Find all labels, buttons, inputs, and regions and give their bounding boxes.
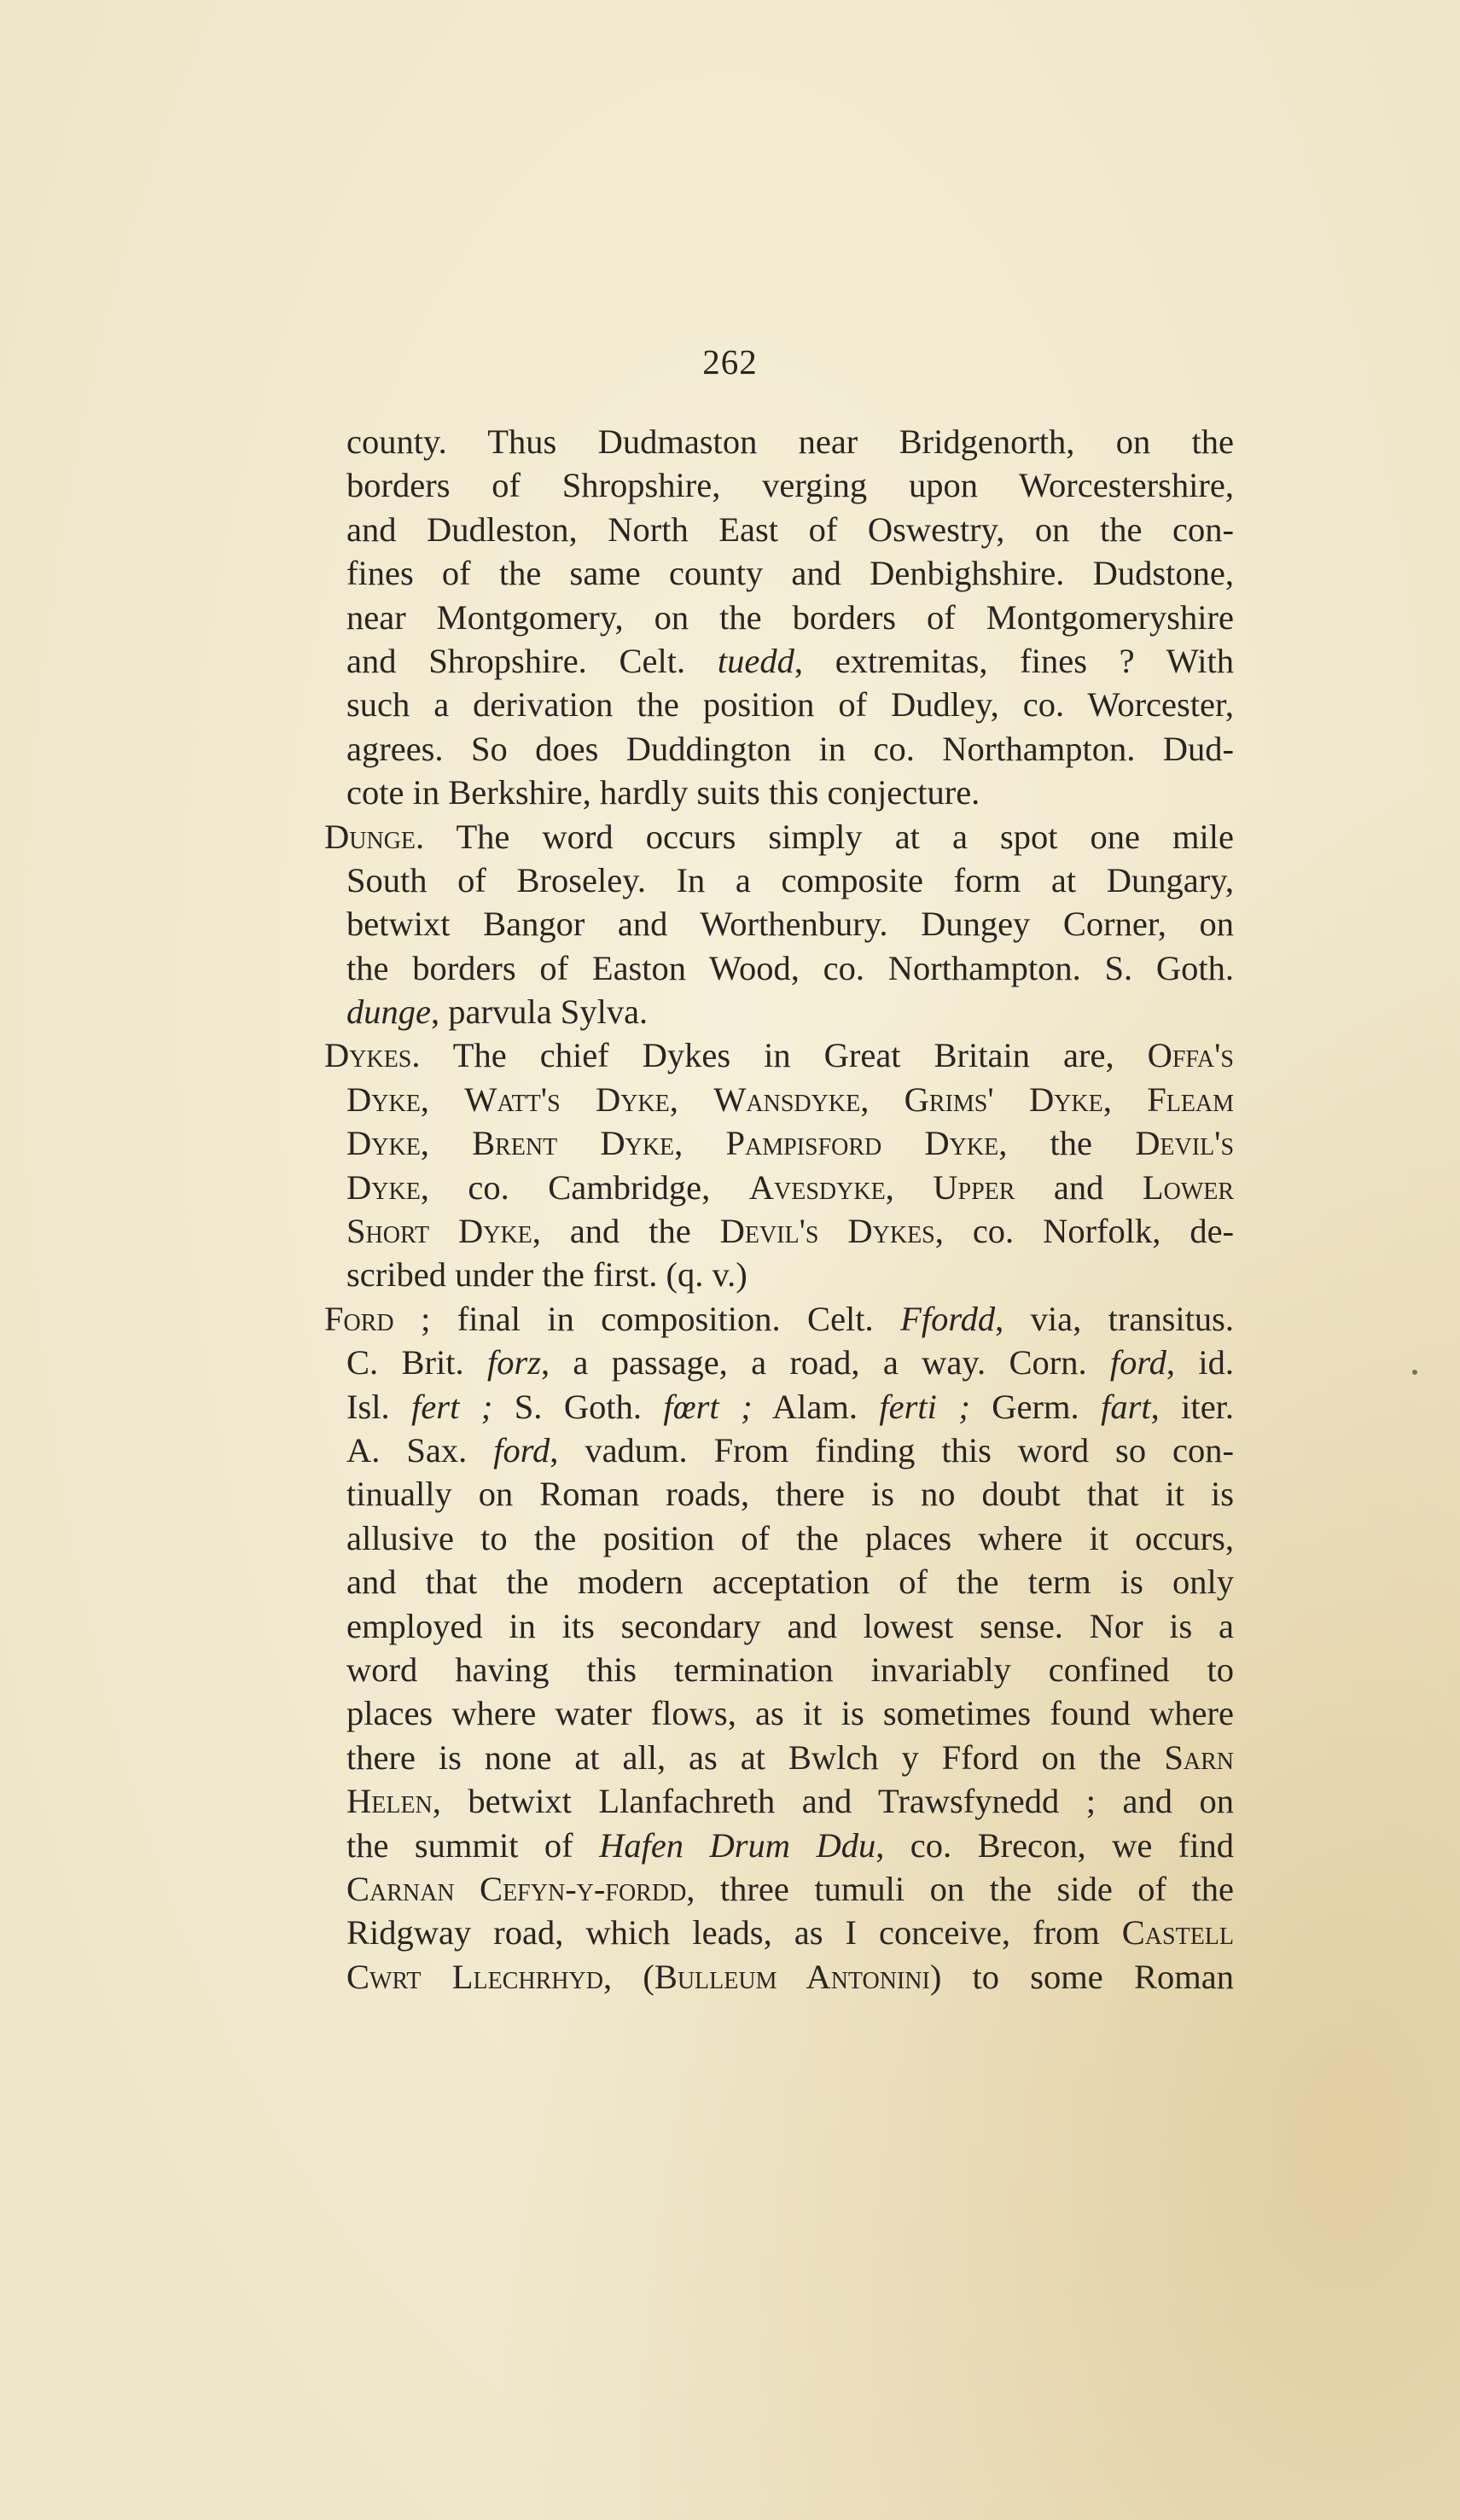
entry-dykes-line: scribed under the first. (q. v.): [346, 1255, 747, 1295]
entry-headword: Dunge.: [324, 817, 425, 856]
entry-ford-line: Cwrt Llechrhyd, (Bulleum Antonini) to some Roman: [346, 1957, 1234, 1996]
entry-ford-line: word having this termination invariably confined to: [346, 1650, 1234, 1689]
body-text: [324, 420, 1235, 1999]
entry-ford-line: allusive to the position of the places where it occurs,: [346, 1518, 1234, 1557]
text-line: borders of Shropshire, verging upon Worcestershire,: [346, 466, 1234, 505]
entry-ford-line: Carnan Cefyn-y-fordd, three tumuli on the side of the: [346, 1869, 1234, 1908]
entry-ford-line: Helen, betwixt Llanfachreth and Trawsfynedd ; and on: [346, 1782, 1235, 1821]
entry-ford-line: employed in its secondary and lowest sense. Nor is a: [346, 1606, 1234, 1645]
entry-dunge-line: South of Broseley. In a composite form at Dungary,: [346, 860, 1234, 899]
text-line: such a derivation the position of Dudley, co. Worcester,: [346, 685, 1234, 725]
text-line: near Montgomery, on the borders of Montgomeryshire: [346, 597, 1234, 637]
entry-dykes-line: Dyke, Brent Dyke, Pampisford Dyke, the Devil's: [346, 1124, 1235, 1163]
text-line: county. Thus Dudmaston near Bridgenorth, on the: [346, 422, 1234, 461]
entry-ford-line: Isl. fert ; S. Goth. fœrt ; Alam. ferti ; Germ. fart, iter.: [346, 1387, 1235, 1426]
entry-dykes-line: Short Dyke, and the Devil's Dykes, co. Norfolk, de-: [346, 1212, 1235, 1251]
text-line: and Shropshire. Celt. tuedd, extremitas, fines ? With: [346, 641, 1234, 680]
entry-dunge-line: betwixt Bangor and Worthenbury. Dungey Corner, on: [346, 905, 1234, 944]
text-line: and Dudleston, North East of Oswestry, on the con-: [346, 509, 1234, 549]
entry-dunge-line: the borders of Easton Wood, co. Northampton. S. Goth.: [346, 948, 1234, 987]
text-line: agrees. So does Duddington in co. Northampton. Dud-: [346, 729, 1234, 768]
paper-speck: [1412, 1370, 1417, 1375]
italic-term: tuedd: [717, 641, 794, 680]
entry-ford-line: Ridgway road, which leads, as I conceive, from Castell: [346, 1913, 1235, 1953]
text-line: fines of the same county and Denbighshire. Dudstone,: [346, 554, 1234, 593]
entry-dykes-line: Dykes. The chief Dykes in Great Britain are, Offa's: [324, 1036, 1234, 1075]
entry-ford-line: there is none at all, as at Bwlch y Fford on the Sarn: [346, 1737, 1235, 1777]
entry-ford-line: and that the modern acceptation of the term is only: [346, 1563, 1234, 1602]
entry-ford-line: the summit of Hafen Drum Ddu, co. Brecon, we find: [346, 1825, 1234, 1865]
entry-dykes-line: Dyke, co. Cambridge, Avesdyke, Upper and Lower: [346, 1167, 1235, 1207]
entry-ford-line: Ford ; final in composition. Celt. Ffordd, via, transitus.: [324, 1299, 1235, 1338]
entry-ford-line: A. Sax. ford, vadum. From finding this word so con-: [346, 1430, 1235, 1470]
entry-dykes-line: Dyke, Watt's Dyke, Wansdyke, Grims' Dyke, Fleam: [346, 1080, 1235, 1119]
entry-dunge-line: Dunge. The word occurs simply at a spot one mile: [324, 817, 1234, 856]
entry-ford-line: C. Brit. forz, a passage, a road, a way. Corn. ford, id.: [346, 1343, 1235, 1382]
entry-ford-line: tinually on Roman roads, there is no doubt that it is: [346, 1475, 1234, 1514]
entry-headword: Dykes.: [324, 1036, 421, 1075]
page-number: 262: [702, 342, 758, 381]
entry-headword: Ford: [324, 1299, 394, 1338]
entry-dunge-line: dunge, parvula Sylva.: [346, 992, 649, 1032]
text-line: cote in Berkshire, hardly suits this conjecture.: [346, 773, 980, 812]
entry-ford-line: places where water flows, as it is sometimes found where: [346, 1694, 1234, 1733]
